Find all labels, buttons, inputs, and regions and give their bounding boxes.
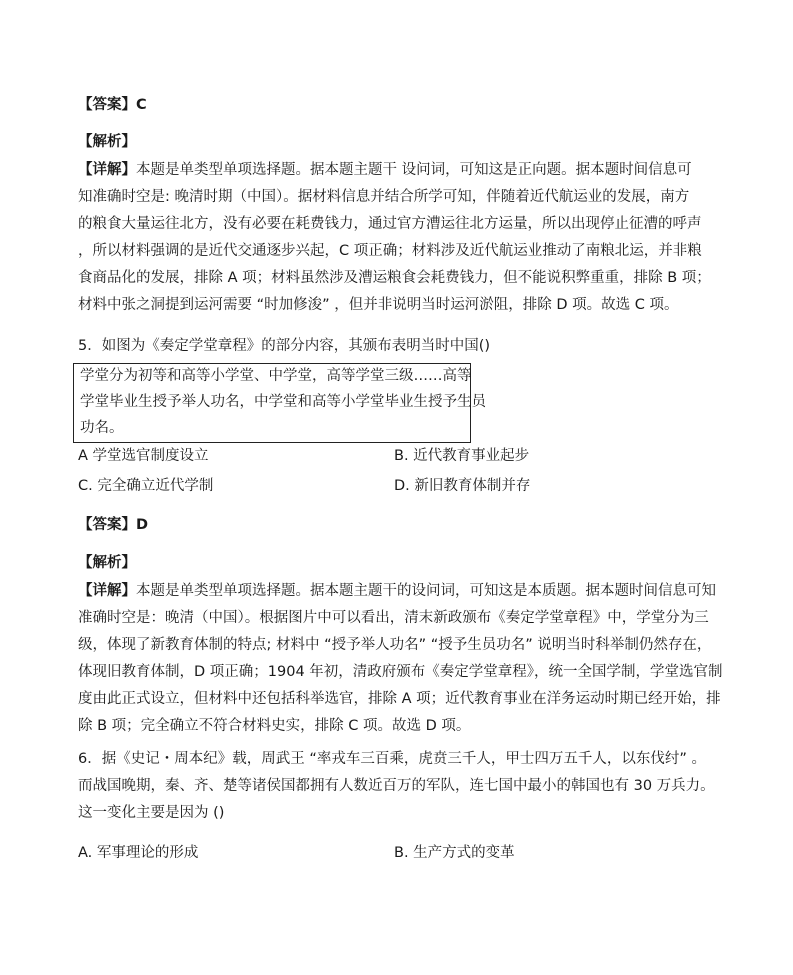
q5-detail-line-5: 度由此正式设立，但材料中还包括科举选官，排除 A 项；近代教育事业在洋务运动时期已经开始，排	[78, 691, 721, 707]
q4-detail-text-1: 本题是单类型单项选择题。据本题主题干 设问词，可知这是正向题。据本题时间信息可	[136, 162, 692, 178]
q6-option-b: B. 生产方式的变革	[394, 845, 515, 861]
q4-detail-line-5: 食商品化的发展，排除 A 项；材料虽然涉及漕运粮食会耗费钱力，但不能说积弊重重，排除 B 项；	[78, 270, 711, 286]
q5-detail-line-1	[78, 581, 716, 601]
q4-detail-line-3: 的粮食大量运往北方，没有必要在耗费钱力，通过官方漕运往北方运量，所以出现停止征漕的呼声	[78, 216, 702, 232]
q5-answer-label: 【答案】	[78, 517, 136, 533]
q5-option-c: C. 完全确立近代学制	[78, 478, 214, 494]
q5-analysis-label: 【解析】	[78, 555, 136, 571]
q5-material-line-1: 学堂分为初等和高等小学堂、中学堂，高等学堂三级……高等	[80, 368, 472, 384]
q4-detail-label: 【详解】	[78, 162, 136, 178]
q5-detail-text-1: 本题是单类型单项选择题。据本题主题干的设问词，可知这是本质题。据本题时间信息可知	[136, 583, 716, 599]
q6-option-a: A. 军事理论的形成	[78, 845, 199, 861]
q4-analysis-label: 【解析】	[78, 134, 136, 150]
q5-answer-row	[78, 515, 148, 535]
q5-option-b: B. 近代教育事业起步	[394, 448, 530, 464]
q5-material-line-2: 学堂毕业生授予举人功名，中学堂和高等小学堂毕业生授予生员	[80, 394, 486, 410]
q5-answer-value: D	[136, 517, 149, 533]
q5-detail-line-6: 除 B 项；完全确立不符合材料史实，排除 C 项。故选 D 项。	[78, 718, 471, 734]
q6-stem-line-2: 而战国晚期，秦、齐、楚等诸侯国都拥有人数近百万的军队，连七国中最小的韩国也有 30 万兵力。	[78, 778, 715, 794]
q5-detail-line-4: 体现旧教育体制，D 项正确；1904 年初，清政府颁布《奏定学堂章程》，统一全国学制，学堂选官制	[78, 664, 723, 680]
q5-detail-line-3: 级，体现了新教育体制的特点; 材料中 “授予举人功名” “授予生员功名” 说明当时科举制仍然存在，	[78, 637, 712, 653]
q4-detail-line-2: 知准确时空是: 晚清时期（中国）。据材料信息并结合所学可知，伴随着近代航运业的发展，南方	[78, 189, 690, 205]
q4-answer-row	[78, 95, 147, 115]
q6-stem-line-1: 6．据《史记・周本纪》载，周武王 “率戎车三百乘，虎贲三千人，甲士四万五千人，以东伐纣” 。	[78, 751, 706, 767]
q5-option-a: A 学堂选官制度设立	[78, 448, 209, 464]
q4-detail-line-6: 材料中张之洞提到运河需要 “时加修浚” ，但并非说明当时运河淤阻，排除 D 项。故选 C 项。	[78, 297, 679, 313]
q5-material-box	[73, 363, 486, 443]
q5-detail-line-2: 准确时空是：晚清（中国）。根据图片中可以看出，清末新政颁布《奏定学堂章程》中，学堂分为三	[78, 610, 709, 626]
q4-detail-line-1	[78, 160, 692, 180]
q5-stem: 5．如图为《奏定学堂章程》的部分内容，其颁布表明当时中国()	[78, 338, 491, 354]
q5-detail-label: 【详解】	[78, 583, 136, 599]
q6-stem-line-3: 这一变化主要是因为 ()	[78, 805, 225, 821]
q5-option-d: D. 新旧教育体制并存	[394, 478, 531, 494]
q5-material-line-3: 功名。	[80, 420, 124, 436]
q4-answer-value: C	[136, 97, 147, 113]
q4-detail-line-4: ，所以材料强调的是近代交通逐步兴起，C 项正确；材料涉及近代航运业推动了南粮北运，并非粮	[78, 243, 702, 259]
q4-answer-label: 【答案】	[78, 97, 136, 113]
